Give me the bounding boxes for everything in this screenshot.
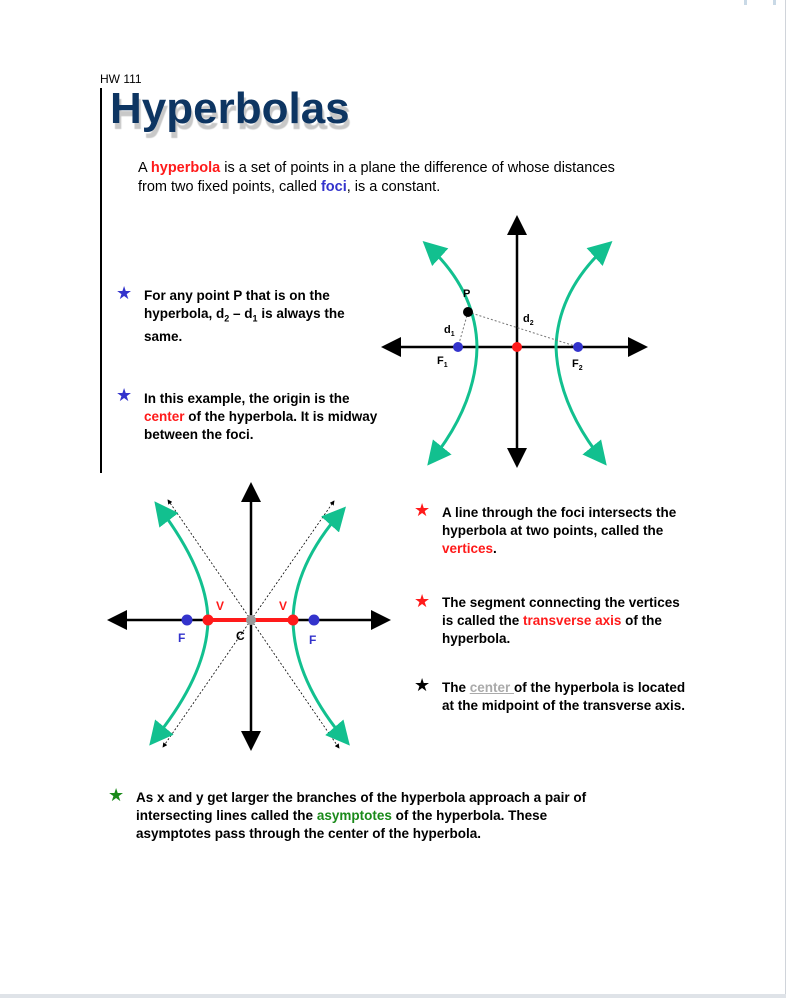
label-p: P xyxy=(463,288,471,300)
bullet-asymptotes: As x and y get larger the branches of the hyperbola approach a pair of intersecting lines called the asymptotes of the hyperbola. These asymptotes pass through the center of the hyperbola. xyxy=(136,790,587,841)
center-point xyxy=(512,342,522,352)
label-focus: F xyxy=(178,631,186,645)
bullet-center-midpoint: The center of the hyperbola is located at the midpoint of the transverse axis. xyxy=(442,680,686,713)
right-branch xyxy=(556,245,608,347)
diagram-foci xyxy=(386,220,643,463)
star-icon: ★ xyxy=(414,675,431,695)
left-branch xyxy=(158,506,208,620)
label-focus: F xyxy=(309,633,317,647)
diagram-vertices xyxy=(112,487,386,748)
bullet-point-p: For any point P that is on the hyperbola, $d_2 - d_1$ is always the same. xyxy=(144,288,345,344)
star-icon: ★ xyxy=(108,785,125,805)
asymptote xyxy=(168,500,251,620)
asymptote xyxy=(251,501,334,620)
star-icon: ★ xyxy=(414,500,431,520)
focus-right xyxy=(309,615,320,626)
label-vertex: V xyxy=(279,599,288,613)
label-d1: $d_1$ xyxy=(444,324,455,338)
bullet-vertices: A line through the foci intersects the hyperbola at two points, called the vertices. xyxy=(442,505,677,556)
focus-f2 xyxy=(573,342,583,352)
label-f2: $F_2$ xyxy=(572,358,583,372)
label-f1: $F_1$ xyxy=(437,355,448,369)
distance-d1 xyxy=(458,312,468,347)
star-icon: ★ xyxy=(116,283,133,303)
bullet-transverse-axis: The segment connecting the vertices is called the transverse axis of the hyperbola. xyxy=(442,595,680,646)
right-branch xyxy=(293,511,342,620)
point-p xyxy=(463,307,473,317)
label-d2: $d_2$ xyxy=(523,313,534,327)
center-point xyxy=(246,615,256,625)
header-label: HW 111 xyxy=(100,72,142,86)
bullet-origin-center: In this example, the origin is the center of the hyperbola. It is midway between the foci. xyxy=(144,391,378,442)
label-vertex: V xyxy=(216,599,225,613)
definition-paragraph: A hyperbola is a set of points in a plane the difference of whose distances from two fixed points, called foci, is a constant. xyxy=(138,160,615,195)
label-center: C xyxy=(236,629,245,643)
star-icon: ★ xyxy=(116,385,133,405)
page-title: Hyperbolas xyxy=(110,84,350,133)
focus-f1 xyxy=(453,342,463,352)
right-branch xyxy=(293,620,346,741)
star-icon: ★ xyxy=(414,591,431,611)
vertex-right xyxy=(288,615,299,626)
vertex-left xyxy=(203,615,214,626)
focus-left xyxy=(182,615,193,626)
